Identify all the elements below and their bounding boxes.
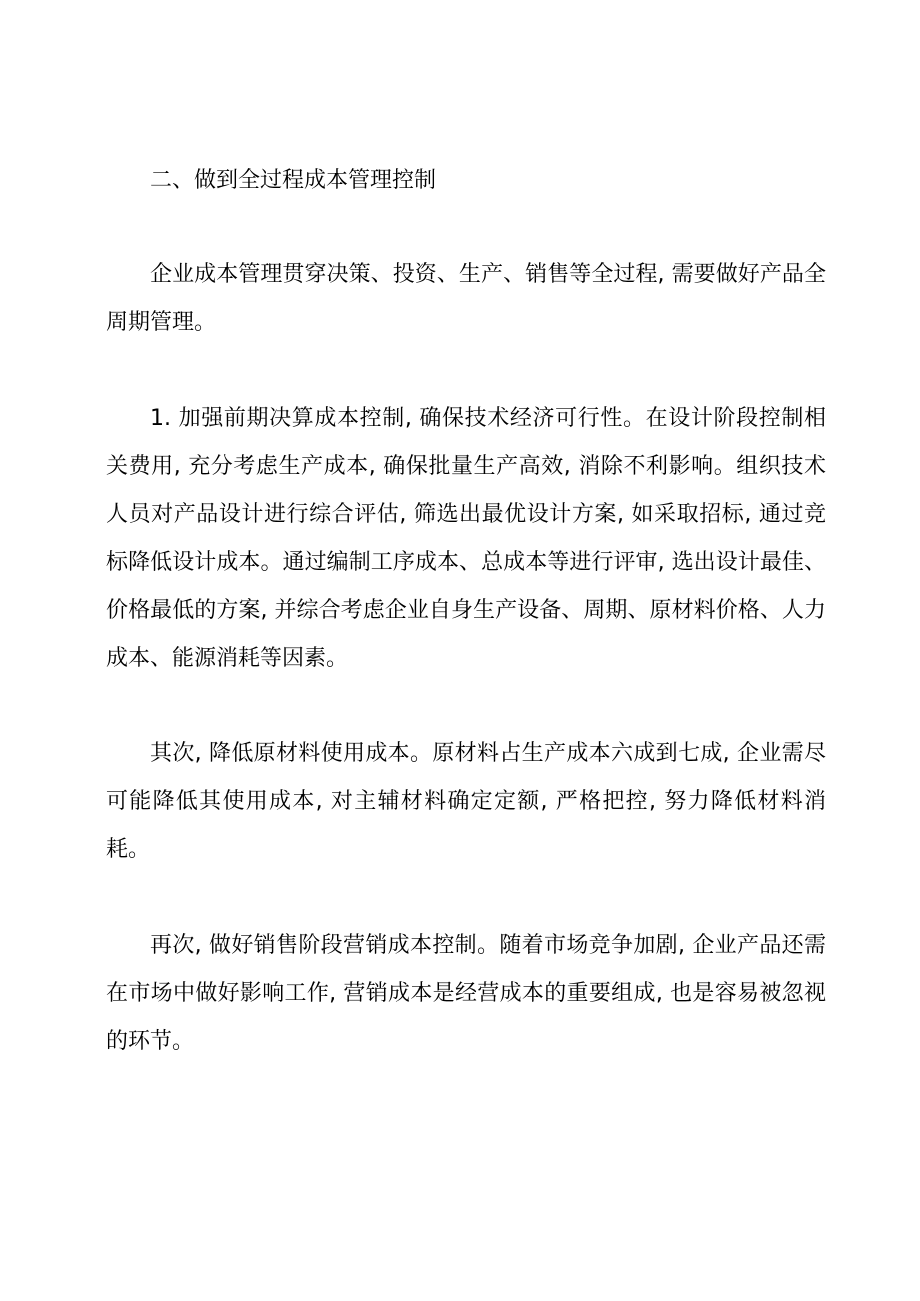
paragraph-marketing-cost: 再次, 做好销售阶段营销成本控制。随着市场竞争加剧, 企业产品还需在市场中做好影响工作, 营销成本是经营成本的重要组成, 也是容易被忽视的环节。 — [106, 933, 826, 1054]
paragraph-material-cost: 其次, 降低原材料使用成本。原材料占生产成本六成到七成, 企业需尽可能降低其使用成本, 对主辅材料确定定额, 严格把控, 努力降低材料消耗。 — [106, 741, 826, 862]
section-heading: 二、做到全过程成本管理控制 — [150, 168, 437, 193]
paragraph-design-cost: 1. 加强前期决算成本控制, 确保技术经济可行性。在设计阶段控制相关费用, 充分考虑生产成本, 确保批量生产高效, 消除不利影响。组织技术人员对产品设计进行综合评估, 筛选出最优设计方案, 如采取招标, 通过竞标降低设计成本。通过编制工序成本、总成本等进行评审, 选出设计最佳、价格最低的方案, 并综合考虑企业自身生产设备、周期、原材料价格、人力成本、能源消耗等因素。 — [106, 406, 826, 671]
paragraph-intro: 企业成本管理贯穿决策、投资、生产、销售等全过程, 需要做好产品全周期管理。 — [106, 262, 826, 335]
